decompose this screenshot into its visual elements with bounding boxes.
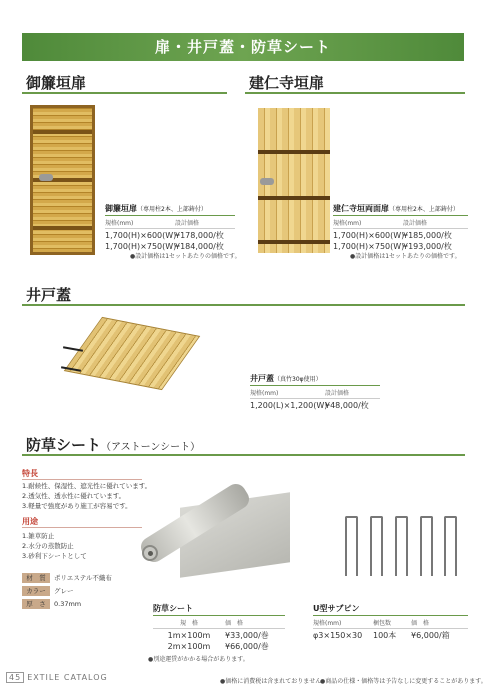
kennin-note: ●設計価格は1セットあたりの価格です。 xyxy=(350,253,461,260)
misu-note: ●設計価格は1セットあたりの価格です。 xyxy=(130,253,241,260)
sheet-note: ●別途運賃がかかる場合があります。 xyxy=(148,656,249,663)
pin-spec-header: 規格(mm) 梱包数 価 格 xyxy=(313,618,468,629)
table-row: 1,700(H)×600(W) ¥178,000/枚 xyxy=(105,231,224,240)
features-list: 1.耐候性、保湿性、遮光性に優れています。 2.透気性、透水性に優れています。 3.軽量で強度があり施工が容易です。 xyxy=(22,482,152,510)
table-row: 1,700(H)×750(W) ¥184,000/枚 xyxy=(105,242,224,251)
pin-spec-title: U型サブピン xyxy=(313,603,468,616)
sheet-spec-table xyxy=(153,603,285,652)
prop-color: カラー グレー xyxy=(22,586,74,596)
catalog-brand: EXTILE CATALOG xyxy=(27,673,108,682)
section-misu-title: 御簾垣扉 xyxy=(26,74,87,92)
prop-thickness: 厚 さ 0.37mm xyxy=(22,599,81,609)
section-bosou-header xyxy=(22,434,465,456)
table-row: 1,200(L)×1,200(W) ¥48,000/枚 xyxy=(250,401,369,410)
kennin-spec-table xyxy=(333,203,468,252)
section-bosou-title: 防草シート（アストーンシート） xyxy=(26,436,201,454)
table-row: φ3×150×30 100本 ¥6,000/箱 xyxy=(313,631,450,640)
page-footer xyxy=(6,672,108,683)
kennin-spec-title: 建仁寺垣両面扉（専用柱2本、上部鋳付） xyxy=(333,203,468,216)
well-lid-image xyxy=(55,318,205,398)
weed-sheet-roll-image xyxy=(140,470,290,580)
spec-change-note: ●商品の仕様・価格等は予告なしに変更することがあります。 xyxy=(320,678,487,685)
section-ido-title: 井戸蓋 xyxy=(26,286,72,304)
pin-spec-table xyxy=(313,603,468,641)
misu-door-image xyxy=(30,105,95,255)
u-pin-image xyxy=(340,512,460,582)
usage-heading: 用途 xyxy=(22,516,142,528)
prop-material: 材 質 ポリエステル不織布 xyxy=(22,573,112,583)
section-kennin-header xyxy=(245,72,465,94)
ido-spec-header: 規格(mm) 設計価格 xyxy=(250,388,380,399)
features-heading: 特長 xyxy=(22,468,142,480)
kennin-spec-header: 規格(mm) 設計価格 xyxy=(333,218,468,229)
ido-spec-table xyxy=(250,373,380,411)
usage-list: 1.雑草防止 2.水分の蒸散防止 3.砂利下シートとして xyxy=(22,532,87,560)
door-handle-icon xyxy=(260,178,274,185)
section-misu-header xyxy=(22,72,227,94)
table-row: 2m×100m ¥66,000/巻 xyxy=(167,642,269,651)
sheet-spec-title: 防草シート xyxy=(153,603,285,616)
door-handle-icon xyxy=(39,174,53,181)
table-row: 1,700(H)×600(W) ¥185,000/枚 xyxy=(333,231,452,240)
table-row: 1,700(H)×750(W) ¥193,000/枚 xyxy=(333,242,452,251)
kennin-door-image xyxy=(258,108,330,253)
page-number: 45 xyxy=(6,672,24,683)
section-ido-header xyxy=(22,284,465,306)
sheet-spec-header: 規 格 価 格 xyxy=(153,618,285,629)
misu-spec-header: 規格(mm) 設計価格 xyxy=(105,218,235,229)
misu-spec-title: 御簾垣扉（専用柱2本、上部鋳付） xyxy=(105,203,235,216)
ido-spec-title: 井戸蓋（真竹30φ使用） xyxy=(250,373,380,386)
misu-spec-table xyxy=(105,203,235,252)
table-row: 1m×100m ¥33,000/巻 xyxy=(167,631,269,640)
tax-note: ●価格に消費税は含まれておりません。 xyxy=(220,678,328,685)
page-banner: 扉・井戸蓋・防草シート xyxy=(22,33,464,61)
section-kennin-title: 建仁寺垣扉 xyxy=(249,74,325,92)
